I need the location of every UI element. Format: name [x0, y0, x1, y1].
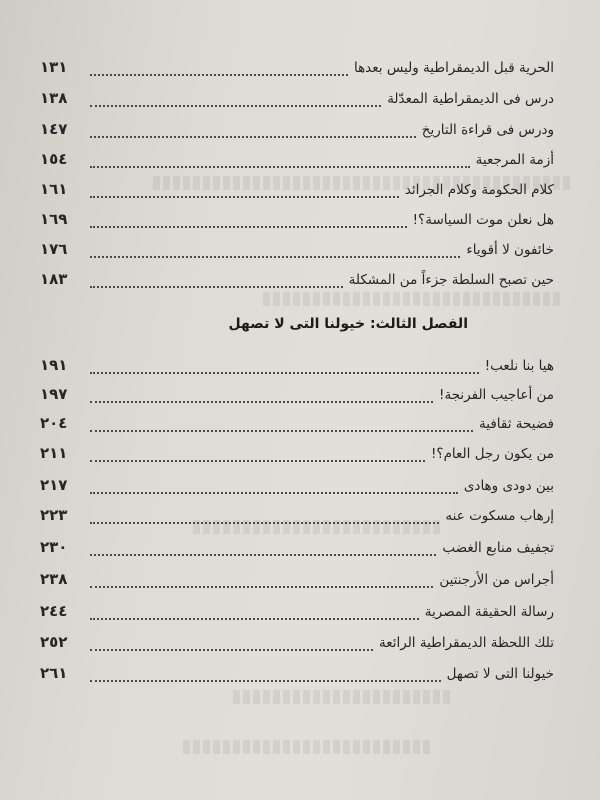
dot-leader — [90, 372, 479, 374]
entry-title: درس فى الديمقراطية المعدّلة — [387, 91, 554, 107]
entry-title: تلك اللحظة الديمقراطية الرائعة — [378, 635, 554, 651]
entry-title: ودرس فى قراءة التاريخ — [421, 122, 554, 138]
dot-leader — [90, 430, 473, 432]
entry-title: من أعاجيب الفرنجة! — [439, 387, 554, 403]
toc-entry[interactable] — [40, 180, 554, 206]
chapter-heading: الفصل الثالث: خيولنا التى لا تصهل — [228, 316, 468, 332]
entry-page-number: ٢١٧ — [40, 476, 68, 494]
entry-title: هل نعلن موت السياسة؟! — [412, 212, 554, 228]
toc-entry[interactable] — [40, 89, 554, 115]
toc-entry[interactable] — [40, 506, 554, 532]
entry-title: خائفون لا أقوياء — [466, 242, 554, 258]
entry-page-number: ١٩١ — [40, 356, 68, 374]
toc-entry[interactable] — [40, 356, 554, 382]
entry-page-number: ٢٥٢ — [40, 633, 68, 651]
toc-entry[interactable] — [40, 385, 554, 411]
entry-title: هيا بنا نلعب! — [484, 358, 554, 374]
toc-entry[interactable] — [40, 240, 554, 266]
dot-leader — [90, 105, 381, 107]
dot-leader — [90, 196, 399, 198]
entry-title: خيولنا التى لا تصهل — [446, 666, 554, 682]
entry-title: حين تصبح السلطة جزءاً من المشكلة — [348, 272, 554, 288]
entry-page-number: ١٧٦ — [40, 240, 68, 258]
entry-page-number: ٢٣٨ — [40, 570, 68, 588]
entry-page-number: ٢٣٠ — [40, 538, 68, 556]
toc-entry[interactable] — [40, 120, 554, 146]
entry-page-number: ١٩٧ — [40, 385, 68, 403]
toc-entry[interactable] — [40, 602, 554, 628]
bleed-through-text — [180, 740, 430, 754]
toc-entry[interactable] — [40, 664, 554, 690]
entry-page-number: ١٦١ — [40, 180, 68, 198]
entry-title: أجراس من الأرجنتين — [439, 572, 554, 588]
entry-page-number: ٢٦١ — [40, 664, 68, 682]
entry-page-number: ١٨٣ — [40, 270, 68, 288]
dot-leader — [90, 74, 348, 76]
entry-page-number: ١٣١ — [40, 58, 68, 76]
toc-entry[interactable] — [40, 444, 554, 470]
toc-entry[interactable] — [40, 538, 554, 564]
bleed-through-text — [230, 690, 450, 704]
entry-title: إرهاب مسكوت عنه — [445, 508, 554, 524]
dot-leader — [90, 618, 419, 620]
entry-title: فضيحة ثقافية — [479, 416, 554, 432]
dot-leader — [90, 286, 343, 288]
dot-leader — [90, 649, 373, 651]
entry-title: الحرية قبل الديمقراطية وليس بعدها — [353, 60, 554, 76]
entry-title: من يكون رجل العام؟! — [431, 446, 554, 462]
toc-entry[interactable] — [40, 270, 554, 296]
dot-leader — [90, 226, 407, 228]
dot-leader — [90, 401, 433, 403]
dot-leader — [90, 586, 433, 588]
dot-leader — [90, 166, 470, 168]
entry-title: تجفيف منابع الغضب — [442, 540, 554, 556]
toc-entry[interactable] — [40, 150, 554, 176]
toc-entry[interactable] — [40, 210, 554, 236]
toc-entry[interactable] — [40, 414, 554, 440]
dot-leader — [90, 256, 460, 258]
entry-page-number: ٢١١ — [40, 444, 68, 462]
entry-page-number: ١٣٨ — [40, 89, 68, 107]
toc-entry[interactable] — [40, 633, 554, 659]
entry-page-number: ١٤٧ — [40, 120, 68, 138]
entry-page-number: ٢٠٤ — [40, 414, 68, 432]
dot-leader — [90, 136, 416, 138]
toc-entry[interactable] — [40, 570, 554, 596]
entry-page-number: ١٦٩ — [40, 210, 68, 228]
entry-page-number: ٢٤٤ — [40, 602, 68, 620]
toc-entry[interactable] — [40, 58, 554, 84]
dot-leader — [90, 492, 458, 494]
dot-leader — [90, 522, 439, 524]
dot-leader — [90, 554, 436, 556]
entry-title: كلام الحكومة وكلام الجرائد — [404, 182, 554, 198]
dot-leader — [90, 680, 441, 682]
dot-leader — [90, 460, 425, 462]
entry-title: بين دودى وهادى — [463, 478, 554, 494]
toc-entry[interactable] — [40, 476, 554, 502]
entry-title: أزمة المرجعية — [475, 152, 554, 168]
entry-page-number: ٢٢٣ — [40, 506, 68, 524]
entry-title: رسالة الحقيقة المصرية — [424, 604, 554, 620]
entry-page-number: ١٥٤ — [40, 150, 68, 168]
